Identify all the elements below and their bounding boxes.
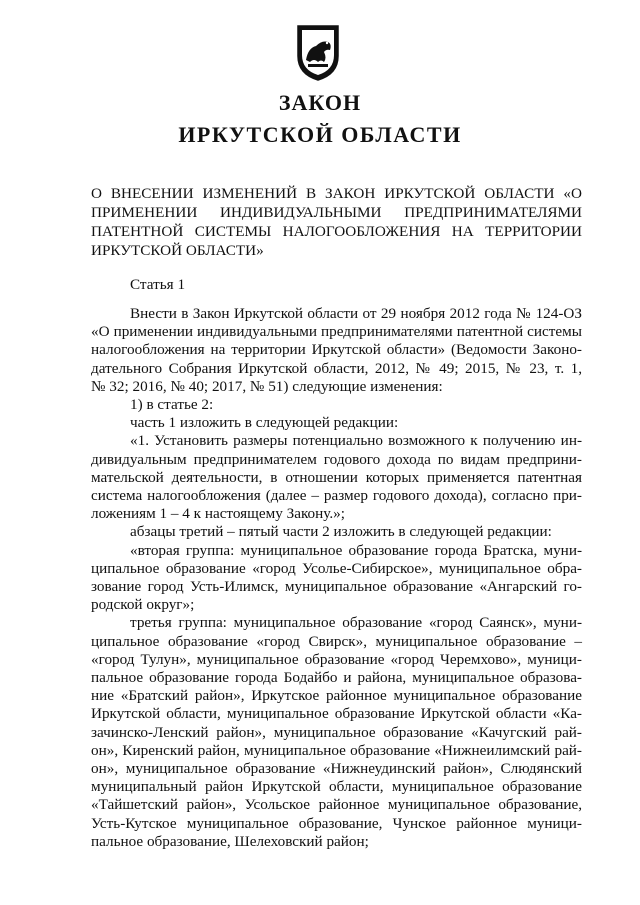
text-line: № 32; 2016, № 40; 2017, № 51) следующие изменения: (91, 377, 443, 395)
text-line: он», муниципальное образование «Нижнеудинский район», Слюдянский (91, 760, 582, 778)
text-line: муниципальный район Иркутской области, муниципальное образование (91, 778, 582, 796)
text-line: абзацы третий – пятый части 2 изложить в следующей редакции: (130, 523, 552, 541)
text-line: третья группа: муниципальное образование «город Саянск», муни- (130, 614, 582, 632)
paragraph (91, 542, 582, 615)
heading-line: ПРИМЕНЕНИИ ИНДИВИДУАЛЬНЫМИ ПРЕДПРИНИМАТЕЛЯМИ (91, 204, 582, 221)
text-line: ципальное образование «город Свирск», муниципальное образование – (91, 632, 582, 650)
document-title: ЗАКОН (278, 90, 362, 115)
law-heading (91, 184, 582, 260)
text-line: Внести в Закон Иркутской области от 29 ноября 2012 года № 124-ОЗ (130, 305, 582, 322)
text-line: ципальное образование «город Усолье-Сибирское», муниципальное обра- (91, 559, 582, 577)
text-line: система налогообложения (далее – размер годового дохода), согласно при- (91, 487, 582, 505)
text-line: ложениям 1 – 4 к настоящему Закону.»; (91, 505, 345, 523)
text-line: Иркутской области, муниципальное образование Иркутской области «Ка- (91, 705, 582, 723)
text-line: пальное образование, Шелеховский район; (91, 832, 369, 850)
text-line: 1) в статье 2: (130, 396, 214, 414)
text-line: зование город Усть-Илимск, муниципальное образование «Ангарский го- (91, 578, 582, 596)
text-line: зачинско-Ленский район», муниципальное образование «Качугский рай- (91, 723, 582, 741)
article-label: Статья 1 (130, 276, 186, 293)
text-line: Усть-Кутское муниципальное образование, Чунское районное муници- (91, 814, 582, 832)
text-line: «1. Установить размеры потенциально возможного к получению ин- (130, 432, 582, 450)
paragraph (91, 614, 582, 851)
text-line: родской округ»; (91, 596, 195, 614)
paragraph (91, 432, 582, 523)
text-line: мательской деятельности, в отношении которых применяется патентная (91, 468, 582, 486)
text-line: «город Тулун», муниципальное образование «город Черемхово», муници- (91, 650, 582, 668)
text-line: пальное образование города Бодайбо и района, муниципальное образова- (91, 669, 582, 687)
paragraph (91, 396, 582, 414)
text-line: дательного Собрания Иркутской области, 2012, № 49; 2015, № 23, т. 1, (91, 359, 582, 377)
text-line: «вторая группа: муниципальное образование города Братска, муни- (130, 541, 582, 559)
paragraph (91, 305, 582, 396)
heading-line: ПАТЕНТНОЙ СИСТЕМЫ НАЛОГООБЛОЖЕНИЯ НА ТЕРРИТОРИИ (91, 223, 582, 240)
heading-line: О ВНЕСЕНИИ ИЗМЕНЕНИЙ В ЗАКОН ИРКУТСКОЙ ОБЛАСТИ «О (91, 185, 582, 202)
text-line: часть 1 изложить в следующей редакции: (130, 414, 399, 432)
text-line: ние «Братский район», Иркутское районное муниципальное образование (91, 687, 582, 705)
text-line: он», Киренский район, муниципальное образование «Нижнеилимский рай- (91, 741, 582, 759)
text-line: налогообложения на территории Иркутской области» (Ведомости Законо- (91, 341, 582, 359)
irkutsk-coat-of-arms-icon (294, 22, 342, 82)
document-subtitle: ИРКУТСКОЙ ОБЛАСТИ (178, 122, 462, 147)
text-line: «Тайшетский район», Усольское районное муниципальное образование, (91, 796, 582, 814)
heading-line: ИРКУТСКОЙ ОБЛАСТИ» (91, 242, 264, 259)
paragraph (91, 523, 582, 541)
text-line: дивидуальным предпринимателем годового дохода по видам предприни- (91, 450, 582, 468)
paragraph (91, 414, 582, 432)
document-body (91, 305, 582, 851)
text-line: «О применении индивидуальными предпринимателями патентной системы (91, 323, 582, 341)
